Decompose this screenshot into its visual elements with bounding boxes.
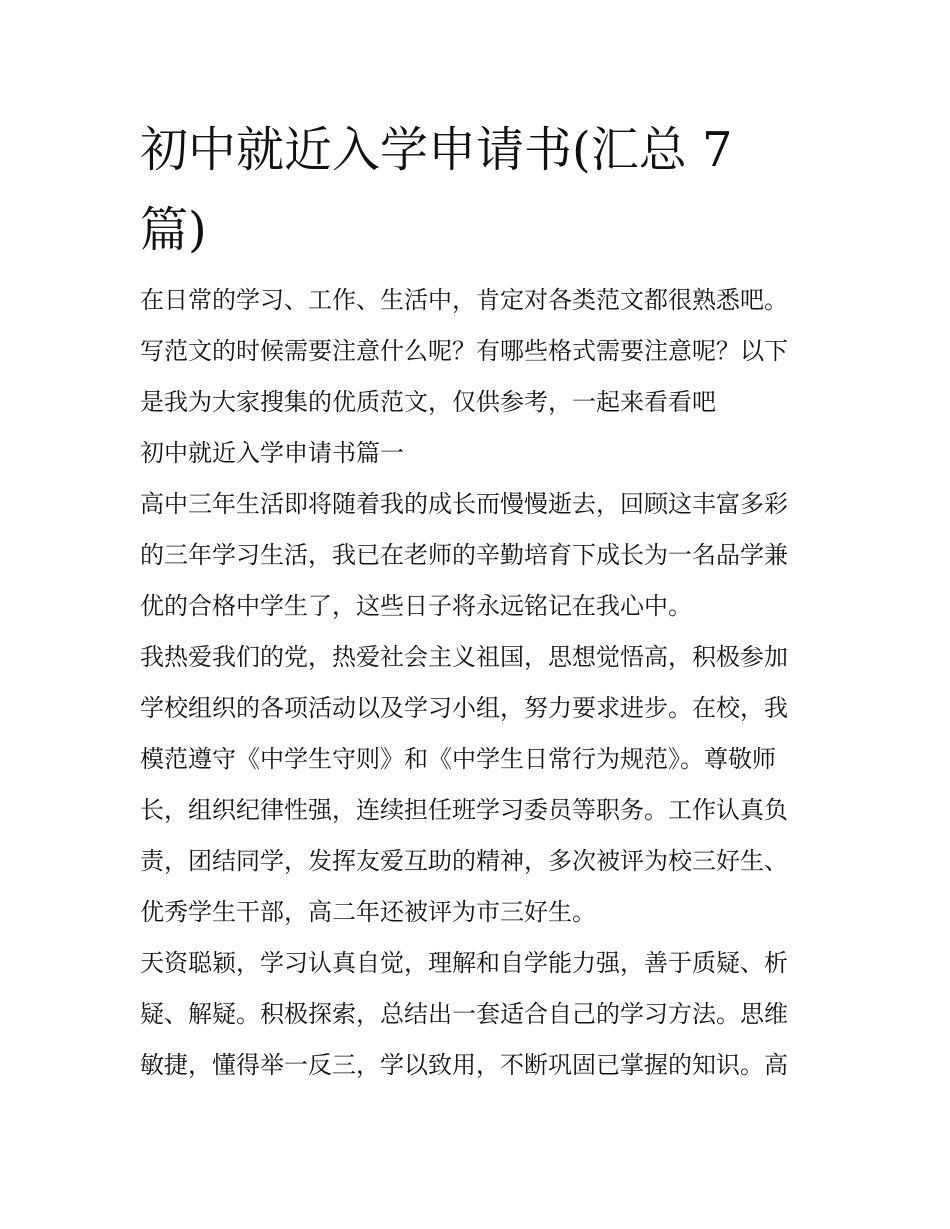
heading-text: 初中就近入学申请书篇一 (140, 439, 404, 467)
text-line: 在日常的学习、工作、生活中，肯定对各类范文都很熟悉吧。 (140, 286, 788, 314)
text-line: 写范文的时候需要注意什么呢？有哪些格式需要注意呢？以下 (140, 337, 788, 365)
text-line: 我热爱我们的党，热爱社会主义祖国，思想觉悟高，积极参加 (140, 643, 788, 671)
text-line: 长，组织纪律性强，连续担任班学习委员等职务。工作认真负 (140, 796, 788, 824)
body-paragraph (140, 632, 820, 938)
body-paragraph (140, 938, 820, 1091)
intro-paragraph (140, 275, 820, 428)
text-line: 优的合格中学生了，这些日子将永远铭记在我心中。 (140, 592, 692, 620)
text-line: 敏捷，懂得举一反三，学以致用，不断巩固已掌握的知识。高 (140, 1051, 788, 1079)
text-line: 的三年学习生活，我已在老师的辛勤培育下成长为一名品学兼 (140, 541, 788, 569)
document-title (140, 110, 780, 270)
text-line: 疑、解疑。积极探索，总结出一套适合自己的学习方法。思维 (140, 1000, 788, 1028)
text-line: 学校组织的各项活动以及学习小组，努力要求进步。在校，我 (140, 694, 788, 722)
document-body (140, 275, 820, 1091)
text-line: 优秀学生干部，高二年还被评为市三好生。 (140, 898, 596, 926)
text-line: 高中三年生活即将随着我的成长而慢慢逝去，回顾这丰富多彩 (140, 490, 788, 518)
title-line-2: 篇) (140, 202, 207, 258)
section-heading (140, 428, 820, 479)
text-line: 责，团结同学，发挥友爱互助的精神，多次被评为校三好生、 (140, 847, 788, 875)
body-paragraph (140, 479, 820, 632)
text-line: 天资聪颖，学习认真自觉，理解和自学能力强，善于质疑、析 (140, 949, 788, 977)
text-line: 模范遵守《中学生守则》和《中学生日常行为规范》。尊敬师 (140, 745, 776, 773)
text-line: 是我为大家搜集的优质范文，仅供参考，一起来看看吧 (140, 388, 716, 416)
title-line-1: 初中就近入学申请书(汇总 7 (140, 122, 733, 178)
